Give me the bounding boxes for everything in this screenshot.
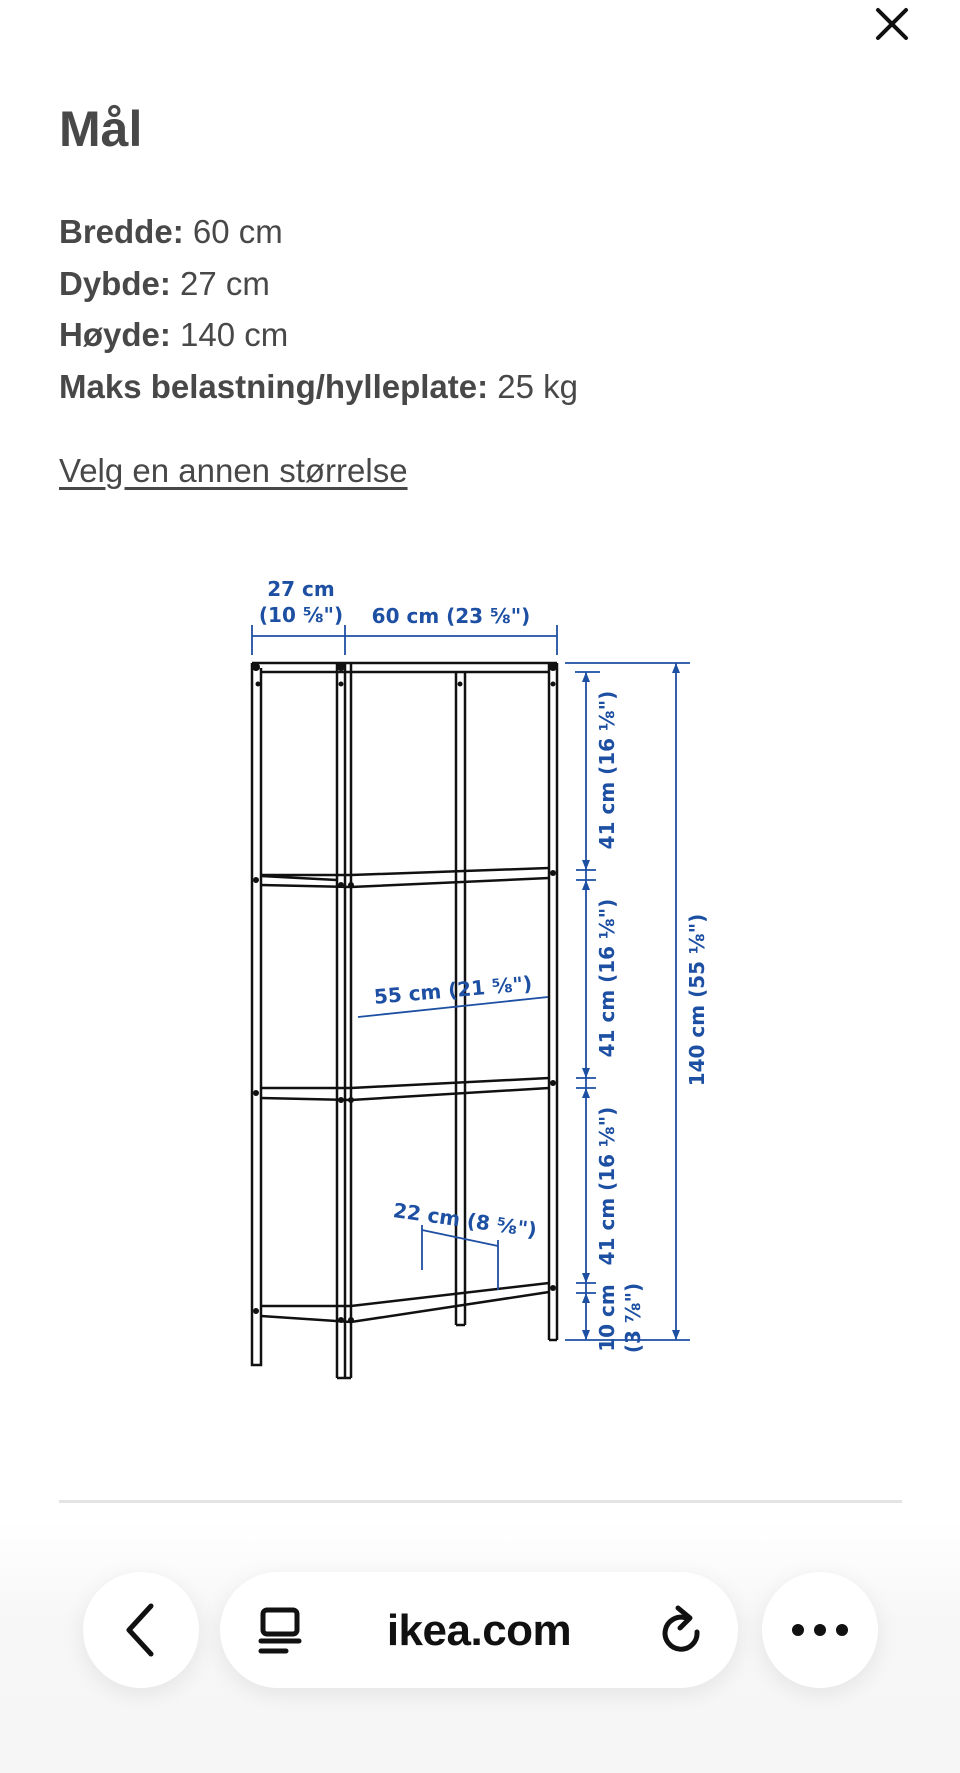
bottom-clearance-in: (3 ⅞") bbox=[621, 1282, 645, 1354]
spec-label: Høyde: bbox=[59, 316, 171, 353]
page-title: Mål bbox=[59, 101, 143, 157]
address-bar[interactable] bbox=[220, 1572, 738, 1688]
shelf-gap-1-label: 41 cm (16 ⅛") bbox=[595, 690, 619, 850]
depth-label-cm: 27 cm bbox=[267, 577, 335, 601]
spec-height bbox=[59, 309, 578, 361]
more-icon bbox=[790, 1622, 850, 1638]
close-icon bbox=[870, 2, 914, 46]
shelf-dimension-diagram bbox=[0, 560, 960, 1400]
spec-label: Maks belastning/hylleplate: bbox=[59, 367, 489, 405]
back-button[interactable] bbox=[83, 1572, 199, 1688]
divider bbox=[59, 1500, 902, 1503]
spec-width bbox=[59, 206, 578, 258]
spec-value: 60 cm bbox=[183, 213, 283, 250]
spec-max-load bbox=[59, 361, 578, 413]
shelf-gap-3-label: 41 cm (16 ⅛") bbox=[595, 1106, 619, 1266]
spec-label: Bredde: bbox=[59, 213, 184, 250]
spec-label: Dybde: bbox=[59, 264, 171, 302]
spec-depth bbox=[59, 258, 578, 310]
inner-depth-label: 22 cm (8 ⅝") bbox=[391, 1198, 539, 1242]
chevron-left-icon bbox=[121, 1600, 161, 1660]
spec-value: 25 kg bbox=[488, 367, 579, 405]
dimension-specs bbox=[59, 206, 578, 412]
inner-width-label: 55 cm (21 ⅝") bbox=[372, 971, 534, 1009]
shelf-drawing bbox=[252, 663, 557, 1378]
more-options-button[interactable] bbox=[762, 1572, 878, 1688]
depth-label-in: (10 ⅝") bbox=[258, 603, 344, 627]
url-text: ikea.com bbox=[386, 1606, 572, 1655]
spec-value: 27 cm bbox=[170, 264, 270, 302]
height-label: 140 cm (55 ⅛") bbox=[685, 913, 709, 1087]
reload-icon[interactable] bbox=[656, 1604, 706, 1658]
close-button[interactable] bbox=[870, 2, 914, 46]
shelf-gap-2-label: 41 cm (16 ⅛") bbox=[595, 898, 619, 1058]
spec-value: 140 cm bbox=[170, 316, 289, 353]
choose-other-size-link[interactable]: Velg en annen størrelse bbox=[59, 452, 408, 489]
width-label: 60 cm (23 ⅝") bbox=[371, 604, 531, 628]
bottom-clearance-cm: 10 cm bbox=[595, 1284, 619, 1352]
